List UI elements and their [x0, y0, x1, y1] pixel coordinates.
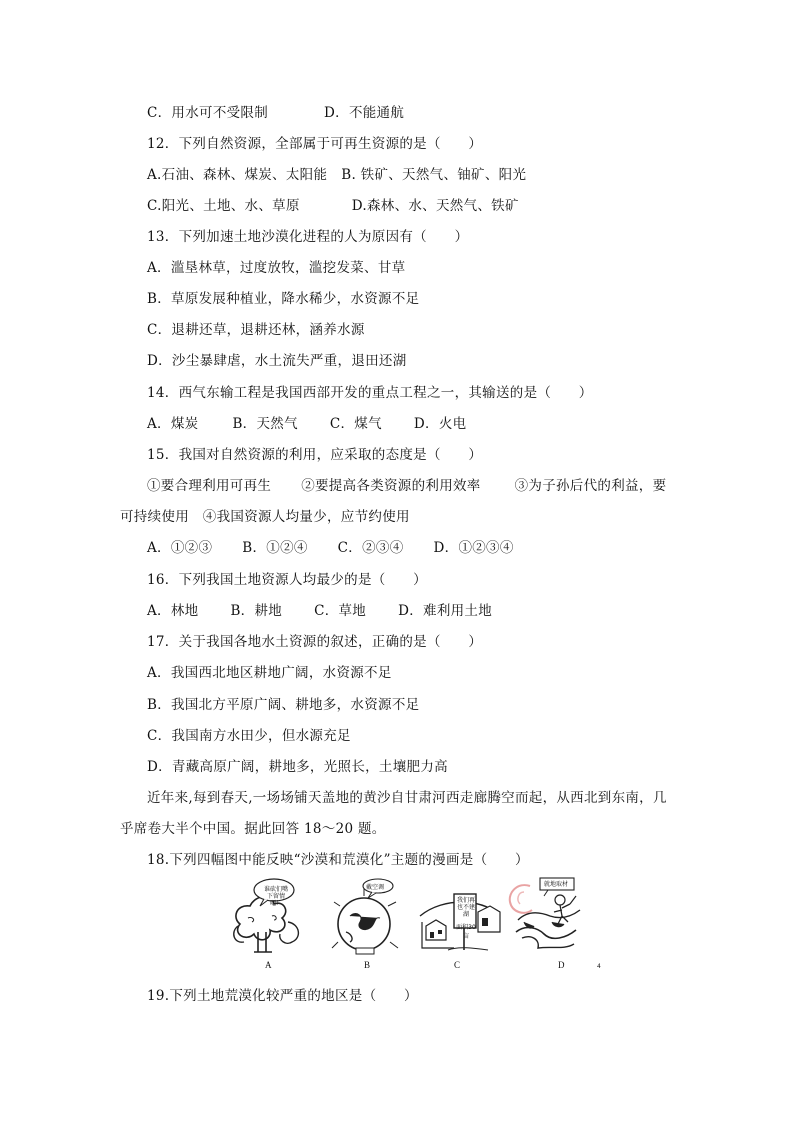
q16-option-d: D．难利用土地	[398, 603, 493, 619]
q14-options	[147, 415, 466, 433]
q16-option-a: A．林地	[147, 603, 199, 619]
q16-option-c: C．草地	[314, 603, 367, 619]
cartoon-a-caption: A	[265, 960, 272, 970]
cartoon-d-image	[512, 876, 584, 958]
cartoon-b-caption: B	[364, 960, 371, 970]
q15-options	[147, 539, 514, 557]
q18-question: 18.下列四幅图中能反映“沙漠和荒漠化”主题的漫画是（ ）	[147, 852, 529, 868]
q12-option-a: A.石油、森林、煤炭、太阳能	[147, 167, 328, 183]
cartoon-c-board-text: 面积30亩	[456, 924, 476, 940]
q12-options-cd	[147, 197, 519, 215]
q16-option-b: B．耕地	[230, 603, 283, 619]
q16-question: 16．下列我国土地资源人均最少的是（ ）	[147, 572, 427, 588]
q14-option-c: C．煤气	[329, 416, 382, 432]
q17-option-a: A．我国西北地区耕地广阔，水资源不足	[147, 665, 392, 681]
q19-question: 19.下列土地荒漠化较严重的地区是（ ）	[147, 988, 418, 1004]
q15-option-b: B．①②④	[242, 540, 308, 556]
q12-option-d: D.森林、水、天然气、铁矿	[351, 198, 519, 214]
passage-line-2: 乎席卷大半个中国。据此回答 18～20 题。	[120, 821, 386, 837]
q13-option-c: C．退耕还草，退耕还林，涵养水源	[147, 322, 365, 338]
q13-question: 13．下列加速土地沙漠化进程的人为原因有（ ）	[147, 229, 469, 245]
q15-statement-1: ①要合理利用可再生	[147, 478, 272, 494]
q17-option-d: D．青藏高原广阔，耕地多，光照长，土壤肥力高	[147, 759, 448, 775]
q15-question: 15．我国对自然资源的利用，应采取的态度是（ ）	[147, 447, 483, 463]
q12-option-c: C.阳光、土地、水、草原	[147, 198, 300, 214]
q14-option-d: D．火电	[413, 416, 467, 432]
q12-option-b: B. 铁矿、天然气、铀矿、阳光	[341, 167, 527, 183]
q15-statement-3: ③为子孙后代的利益，要	[514, 478, 667, 494]
q15-option-a: A．①②③	[147, 540, 213, 556]
cartoon-d-bubble-text: 就地取材	[544, 881, 569, 888]
q13-option-d: D．沙尘暴肆虐，水土流失严重，退田还湖	[147, 353, 407, 369]
cartoon-c-caption: C	[454, 960, 461, 970]
q14-option-b: B．天然气	[232, 416, 298, 432]
passage-line-1: 近年来,每到春天,一场场铺天盖地的黄沙自甘肃河西走廊腾空而起，从西北到东南，几	[147, 790, 667, 806]
cartoon-d-caption: D	[558, 960, 565, 970]
cartoon-c-sign-text: 我们再也不建湖	[456, 897, 475, 918]
q13-option-a: A．滥垦林草，过度放牧，滥挖发菜、甘草	[147, 260, 406, 276]
q16-options	[147, 602, 492, 620]
figure-mark: 4	[597, 963, 601, 970]
q15-statement-2: ②要提高各类资源的利用效率	[301, 478, 481, 494]
cartoon-b-bubble-text: 戴空调	[366, 884, 385, 891]
q17-option-b: B．我国北方平原广阔、耕地多，水资源不足	[147, 697, 420, 713]
q12-question: 12．下列自然资源，全部属于可再生资源的是（ ）	[147, 136, 483, 152]
q15-statement-continued: 可持续使用 ④我国资源人均量少，应节约使用	[120, 509, 410, 525]
cartoon-a-bubble-text: 谁砍们嘴下留情吧！	[263, 886, 288, 907]
q11-options	[147, 104, 404, 122]
q14-question: 14．西气东输工程是我国西部开发的重点工程之一，其输送的是（ ）	[147, 385, 593, 401]
q17-question: 17．关于我国各地水土资源的叙述，正确的是（ ）	[147, 634, 483, 650]
q15-statements	[147, 477, 666, 495]
q11-option-c: C．用水可不受限制	[147, 105, 269, 121]
q13-option-b: B．草原发展种植业，降水稀少，水资源不足	[147, 291, 420, 307]
q15-option-d: D．①②③④	[433, 540, 514, 556]
q12-options-ab	[147, 166, 526, 184]
q15-option-c: C．②③④	[337, 540, 404, 556]
q11-option-d: D．不能通航	[324, 105, 405, 121]
q17-option-c: C．我国南方水田少，但水源充足	[147, 728, 351, 744]
q14-option-a: A．煤炭	[147, 416, 199, 432]
